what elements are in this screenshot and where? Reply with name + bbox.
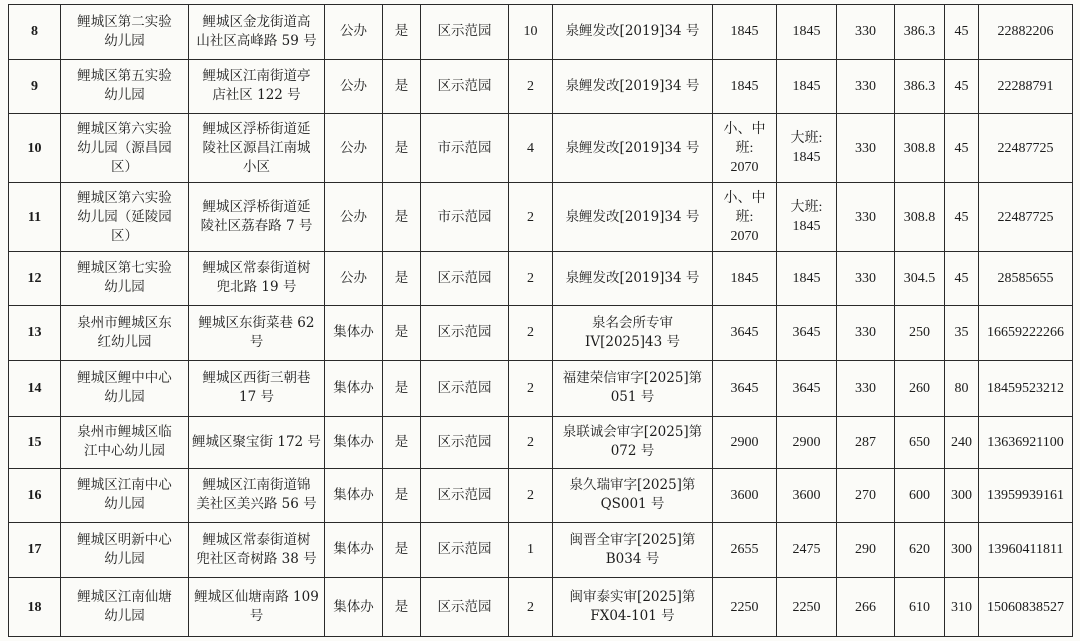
ownership-type: 集体办 [325, 416, 383, 468]
approval-document: 福建荣信审字[2025]第 051 号 [553, 361, 713, 417]
fee-standard: 2900 [713, 416, 777, 468]
value-cell: 266 [837, 578, 895, 637]
fee-actual: 大班: 1845 [777, 114, 837, 183]
grade-level: 区示范园 [421, 578, 509, 637]
table-row [9, 522, 1073, 578]
grade-level: 区示范园 [421, 522, 509, 578]
value-cell: 330 [837, 59, 895, 114]
class-count: 4 [509, 114, 553, 183]
kindergarten-name: 鲤城区第七实验 幼儿园 [61, 252, 189, 306]
ownership-type: 公办 [325, 252, 383, 306]
fee-actual: 大班: 1845 [777, 183, 837, 252]
ownership-type: 集体办 [325, 361, 383, 417]
address-cell: 鲤城区东街菜巷 62 号 [189, 305, 325, 361]
class-count: 2 [509, 469, 553, 523]
kindergarten-name: 泉州市鲤城区临 江中心幼儿园 [61, 416, 189, 468]
ownership-type: 公办 [325, 5, 383, 60]
table-row [9, 361, 1073, 417]
value-cell: 386.3 [895, 5, 945, 60]
approval-document: 泉鲤发改[2019]34 号 [553, 183, 713, 252]
class-count: 2 [509, 59, 553, 114]
address-cell: 鲤城区常泰街道树 兜北路 19 号 [189, 252, 325, 306]
fee-standard: 2655 [713, 522, 777, 578]
fee-actual: 2475 [777, 522, 837, 578]
grade-level: 市示范园 [421, 114, 509, 183]
fee-standard: 小、中 班: 2070 [713, 114, 777, 183]
class-count: 2 [509, 183, 553, 252]
ownership-type: 公办 [325, 114, 383, 183]
value-cell: 300 [945, 469, 979, 523]
value-cell: 330 [837, 252, 895, 306]
row-number: 16 [9, 469, 61, 523]
value-cell: 620 [895, 522, 945, 578]
value-cell: 308.8 [895, 114, 945, 183]
phone-number: 13960411811 [979, 522, 1073, 578]
value-cell: 260 [895, 361, 945, 417]
table-row [9, 252, 1073, 306]
inclusive-flag: 是 [383, 522, 421, 578]
value-cell: 304.5 [895, 252, 945, 306]
ownership-type: 集体办 [325, 469, 383, 523]
fee-actual: 3645 [777, 305, 837, 361]
phone-number: 22288791 [979, 59, 1073, 114]
value-cell: 610 [895, 578, 945, 637]
kindergarten-name: 鲤城区明新中心 幼儿园 [61, 522, 189, 578]
phone-number: 22487725 [979, 114, 1073, 183]
row-number: 14 [9, 361, 61, 417]
inclusive-flag: 是 [383, 578, 421, 637]
fee-actual: 1845 [777, 59, 837, 114]
fee-actual: 3645 [777, 361, 837, 417]
value-cell: 330 [837, 361, 895, 417]
phone-number: 13636921100 [979, 416, 1073, 468]
value-cell: 650 [895, 416, 945, 468]
phone-number: 22882206 [979, 5, 1073, 60]
table-row [9, 305, 1073, 361]
inclusive-flag: 是 [383, 305, 421, 361]
class-count: 2 [509, 252, 553, 306]
class-count: 2 [509, 578, 553, 637]
inclusive-flag: 是 [383, 252, 421, 306]
address-cell: 鲤城区金龙街道高 山社区高峰路 59 号 [189, 5, 325, 60]
grade-level: 区示范园 [421, 59, 509, 114]
phone-number: 16659222266 [979, 305, 1073, 361]
address-cell: 鲤城区浮桥街道延 陵社区荔春路 7 号 [189, 183, 325, 252]
inclusive-flag: 是 [383, 469, 421, 523]
grade-level: 市示范园 [421, 183, 509, 252]
kindergarten-name: 鲤城区第六实验 幼儿园（源昌园 区） [61, 114, 189, 183]
table-row [9, 59, 1073, 114]
value-cell: 80 [945, 361, 979, 417]
approval-document: 泉名会所专审 IV[2025]43 号 [553, 305, 713, 361]
fee-standard: 2250 [713, 578, 777, 637]
value-cell: 600 [895, 469, 945, 523]
value-cell: 270 [837, 469, 895, 523]
class-count: 2 [509, 361, 553, 417]
value-cell: 330 [837, 5, 895, 60]
approval-document: 泉久瑞审字[2025]第 QS001 号 [553, 469, 713, 523]
inclusive-flag: 是 [383, 416, 421, 468]
address-cell: 鲤城区浮桥街道延 陵社区源昌江南城 小区 [189, 114, 325, 183]
ownership-type: 公办 [325, 183, 383, 252]
table-row [9, 183, 1073, 252]
address-cell: 鲤城区西街三朝巷 17 号 [189, 361, 325, 417]
row-number: 13 [9, 305, 61, 361]
class-count: 2 [509, 305, 553, 361]
inclusive-flag: 是 [383, 361, 421, 417]
table-row [9, 5, 1073, 60]
fee-standard: 1845 [713, 5, 777, 60]
value-cell: 310 [945, 578, 979, 637]
approval-document: 泉鲤发改[2019]34 号 [553, 252, 713, 306]
class-count: 1 [509, 522, 553, 578]
value-cell: 330 [837, 305, 895, 361]
value-cell: 45 [945, 183, 979, 252]
fee-standard: 小、中 班: 2070 [713, 183, 777, 252]
table-row [9, 469, 1073, 523]
kindergarten-fee-table [8, 4, 1073, 637]
address-cell: 鲤城区仙塘南路 109 号 [189, 578, 325, 637]
approval-document: 泉鲤发改[2019]34 号 [553, 114, 713, 183]
fee-actual: 1845 [777, 252, 837, 306]
grade-level: 区示范园 [421, 305, 509, 361]
row-number: 12 [9, 252, 61, 306]
address-cell: 鲤城区聚宝街 172 号 [189, 416, 325, 468]
fee-actual: 2900 [777, 416, 837, 468]
grade-level: 区示范园 [421, 416, 509, 468]
kindergarten-name: 鲤城区第五实验 幼儿园 [61, 59, 189, 114]
fee-actual: 1845 [777, 5, 837, 60]
value-cell: 45 [945, 59, 979, 114]
value-cell: 45 [945, 5, 979, 60]
fee-standard: 3645 [713, 361, 777, 417]
value-cell: 330 [837, 183, 895, 252]
grade-level: 区示范园 [421, 469, 509, 523]
value-cell: 290 [837, 522, 895, 578]
value-cell: 330 [837, 114, 895, 183]
inclusive-flag: 是 [383, 59, 421, 114]
inclusive-flag: 是 [383, 5, 421, 60]
grade-level: 区示范园 [421, 252, 509, 306]
row-number: 17 [9, 522, 61, 578]
value-cell: 300 [945, 522, 979, 578]
approval-document: 闽晋全审字[2025]第 B034 号 [553, 522, 713, 578]
value-cell: 250 [895, 305, 945, 361]
value-cell: 240 [945, 416, 979, 468]
class-count: 2 [509, 416, 553, 468]
kindergarten-name: 鲤城区鲤中中心 幼儿园 [61, 361, 189, 417]
row-number: 10 [9, 114, 61, 183]
address-cell: 鲤城区江南街道亭 店社区 122 号 [189, 59, 325, 114]
row-number: 15 [9, 416, 61, 468]
value-cell: 45 [945, 252, 979, 306]
approval-document: 泉鲤发改[2019]34 号 [553, 5, 713, 60]
row-number: 18 [9, 578, 61, 637]
approval-document: 闽审泰实审[2025]第 FX04-101 号 [553, 578, 713, 637]
value-cell: 308.8 [895, 183, 945, 252]
phone-number: 22487725 [979, 183, 1073, 252]
kindergarten-name: 泉州市鲤城区东 红幼儿园 [61, 305, 189, 361]
inclusive-flag: 是 [383, 183, 421, 252]
phone-number: 15060838527 [979, 578, 1073, 637]
approval-document: 泉联诚会审字[2025]第 072 号 [553, 416, 713, 468]
kindergarten-name: 鲤城区第六实验 幼儿园（延陵园 区） [61, 183, 189, 252]
approval-document: 泉鲤发改[2019]34 号 [553, 59, 713, 114]
row-number: 11 [9, 183, 61, 252]
fee-standard: 3600 [713, 469, 777, 523]
fee-standard: 3645 [713, 305, 777, 361]
ownership-type: 集体办 [325, 305, 383, 361]
grade-level: 区示范园 [421, 5, 509, 60]
inclusive-flag: 是 [383, 114, 421, 183]
fee-actual: 2250 [777, 578, 837, 637]
address-cell: 鲤城区江南街道锦 美社区美兴路 56 号 [189, 469, 325, 523]
address-cell: 鲤城区常泰街道树 兜社区奇树路 38 号 [189, 522, 325, 578]
phone-number: 13959939161 [979, 469, 1073, 523]
grade-level: 区示范园 [421, 361, 509, 417]
row-number: 8 [9, 5, 61, 60]
kindergarten-name: 鲤城区第二实验 幼儿园 [61, 5, 189, 60]
ownership-type: 集体办 [325, 578, 383, 637]
fee-actual: 3600 [777, 469, 837, 523]
phone-number: 28585655 [979, 252, 1073, 306]
ownership-type: 公办 [325, 59, 383, 114]
kindergarten-name: 鲤城区江南仙塘 幼儿园 [61, 578, 189, 637]
ownership-type: 集体办 [325, 522, 383, 578]
row-number: 9 [9, 59, 61, 114]
phone-number: 18459523212 [979, 361, 1073, 417]
value-cell: 287 [837, 416, 895, 468]
value-cell: 386.3 [895, 59, 945, 114]
fee-standard: 1845 [713, 59, 777, 114]
value-cell: 35 [945, 305, 979, 361]
table-row [9, 578, 1073, 637]
table-row [9, 416, 1073, 468]
fee-standard: 1845 [713, 252, 777, 306]
class-count: 10 [509, 5, 553, 60]
kindergarten-name: 鲤城区江南中心 幼儿园 [61, 469, 189, 523]
table-row [9, 114, 1073, 183]
value-cell: 45 [945, 114, 979, 183]
